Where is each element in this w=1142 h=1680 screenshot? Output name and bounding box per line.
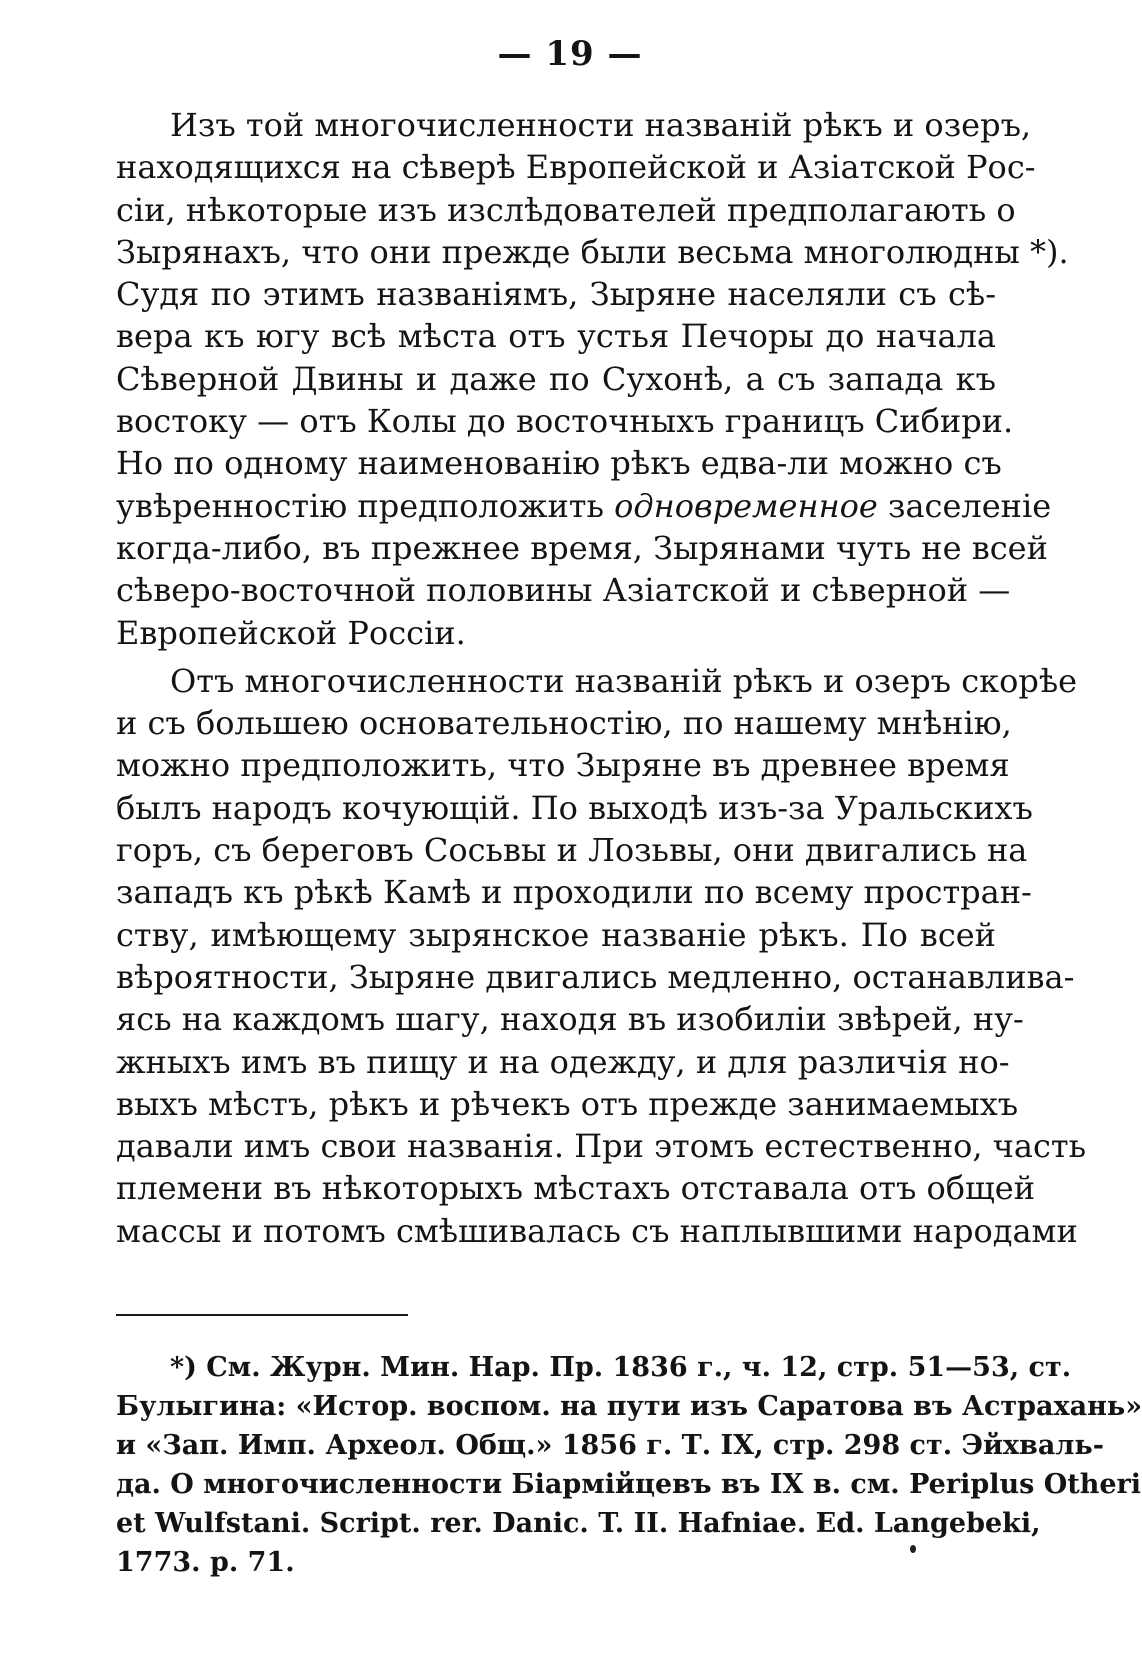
page-number: — 19 — xyxy=(497,34,643,74)
text-line: западъ къ рѣкѣ Камѣ и проходили по всему простран- xyxy=(116,873,1032,912)
text-line: и съ большею основательностію, по нашему мнѣнію, xyxy=(116,704,1012,743)
text-line: горъ, съ береговъ Сосьвы и Лозьвы, они двигались на xyxy=(116,831,1028,870)
emphasized-word: одновременное xyxy=(614,486,878,525)
footnote-line: *) См. Журн. Мин. Нар. Пр. 1836 г., ч. 12, стр. 51—53, ст. xyxy=(170,1352,1072,1383)
text-line: находящихся на сѣверѣ Европейской и Азіатской Рос- xyxy=(116,148,1036,187)
text-line: былъ народъ кочующій. По выходѣ изъ-за Уральскихъ xyxy=(116,788,1033,827)
footnote-line: и «Зап. Имп. Археол. Общ.» 1856 г. Т. IX, стр. 298 ст. Эйхваль- xyxy=(116,1430,1104,1461)
text-line: востоку — отъ Колы до восточныхъ границъ Сибири. xyxy=(116,402,1014,441)
text-line: вера къ югу всѣ мѣста отъ устья Печоры до начала xyxy=(116,317,996,356)
footnote xyxy=(116,1348,1142,1582)
text-line: давали имъ свои названія. При этомъ естественно, часть xyxy=(116,1127,1087,1166)
footnote-divider xyxy=(116,1314,408,1316)
text-line: Но по одному наименованію рѣкъ едва-ли можно съ xyxy=(116,444,1002,483)
line-end: заселеніе xyxy=(877,486,1052,525)
text-line: Судя по этимъ названіямъ, Зыряне населяли съ сѣ- xyxy=(116,275,996,314)
text-line: жныхъ имъ въ пищу и на одежду, и для различія но- xyxy=(116,1042,1010,1081)
text-line: Отъ многочисленности названій рѣкъ и озеръ скорѣе xyxy=(170,661,1078,700)
text-line: массы и потомъ смѣшивалась съ наплывшими народами xyxy=(116,1211,1078,1250)
text-line: сѣверо-восточной половины Азіатской и сѣверной — xyxy=(116,571,1011,610)
text-line: вѣроятности, Зыряне двигались медленно, останавлива- xyxy=(116,957,1075,996)
footnote-line: да. О многочисленности Біармійцевъ въ IX в. см. Periplus Otheri xyxy=(116,1469,1141,1500)
footnote-line: Булыгина: «Истор. воспом. на пути изъ Саратова въ Астрахань» xyxy=(116,1391,1142,1422)
footnote-line: 1773. p. 71. xyxy=(116,1547,295,1578)
text-line: ясь на каждомъ шагу, находя въ изобиліи звѣрей, ну- xyxy=(116,1000,1024,1039)
text-line: племени въ нѣкоторыхъ мѣстахъ отставала отъ общей xyxy=(116,1169,1036,1208)
text-line: выхъ мѣстъ, рѣкъ и рѣчекъ отъ прежде занимаемыхъ xyxy=(116,1084,1019,1123)
text-line: Европейской Россіи. xyxy=(116,613,466,652)
text-line: Зырянахъ, что они прежде были весьма многолюдны *). xyxy=(116,232,1069,271)
text-line: Сѣверной Двины и даже по Сухонѣ, а съ запада къ xyxy=(116,359,996,398)
text-line: можно предположить, что Зыряне въ древнее время xyxy=(116,746,1010,785)
text-line-with-emphasis xyxy=(116,485,1052,527)
main-text xyxy=(116,104,1087,1252)
text-line: сіи, нѣкоторые изъ изслѣдователей предполагають о xyxy=(116,190,1016,229)
text-line: Изъ той многочисленности названій рѣкъ и озеръ, xyxy=(170,106,1032,144)
footnote-line: et Wulfstani. Script. rer. Danic. T. II. Hafniae. Ed. Langebeki, xyxy=(116,1508,1041,1539)
text-line: ству, имѣющему зырянское названіе рѣкъ. По всей xyxy=(116,915,996,954)
text-line: когда-либо, въ прежнее время, Зырянами чуть не всей xyxy=(116,528,1048,567)
line-start: увѣренностію предположить xyxy=(116,486,615,525)
ink-speck xyxy=(910,1545,916,1553)
